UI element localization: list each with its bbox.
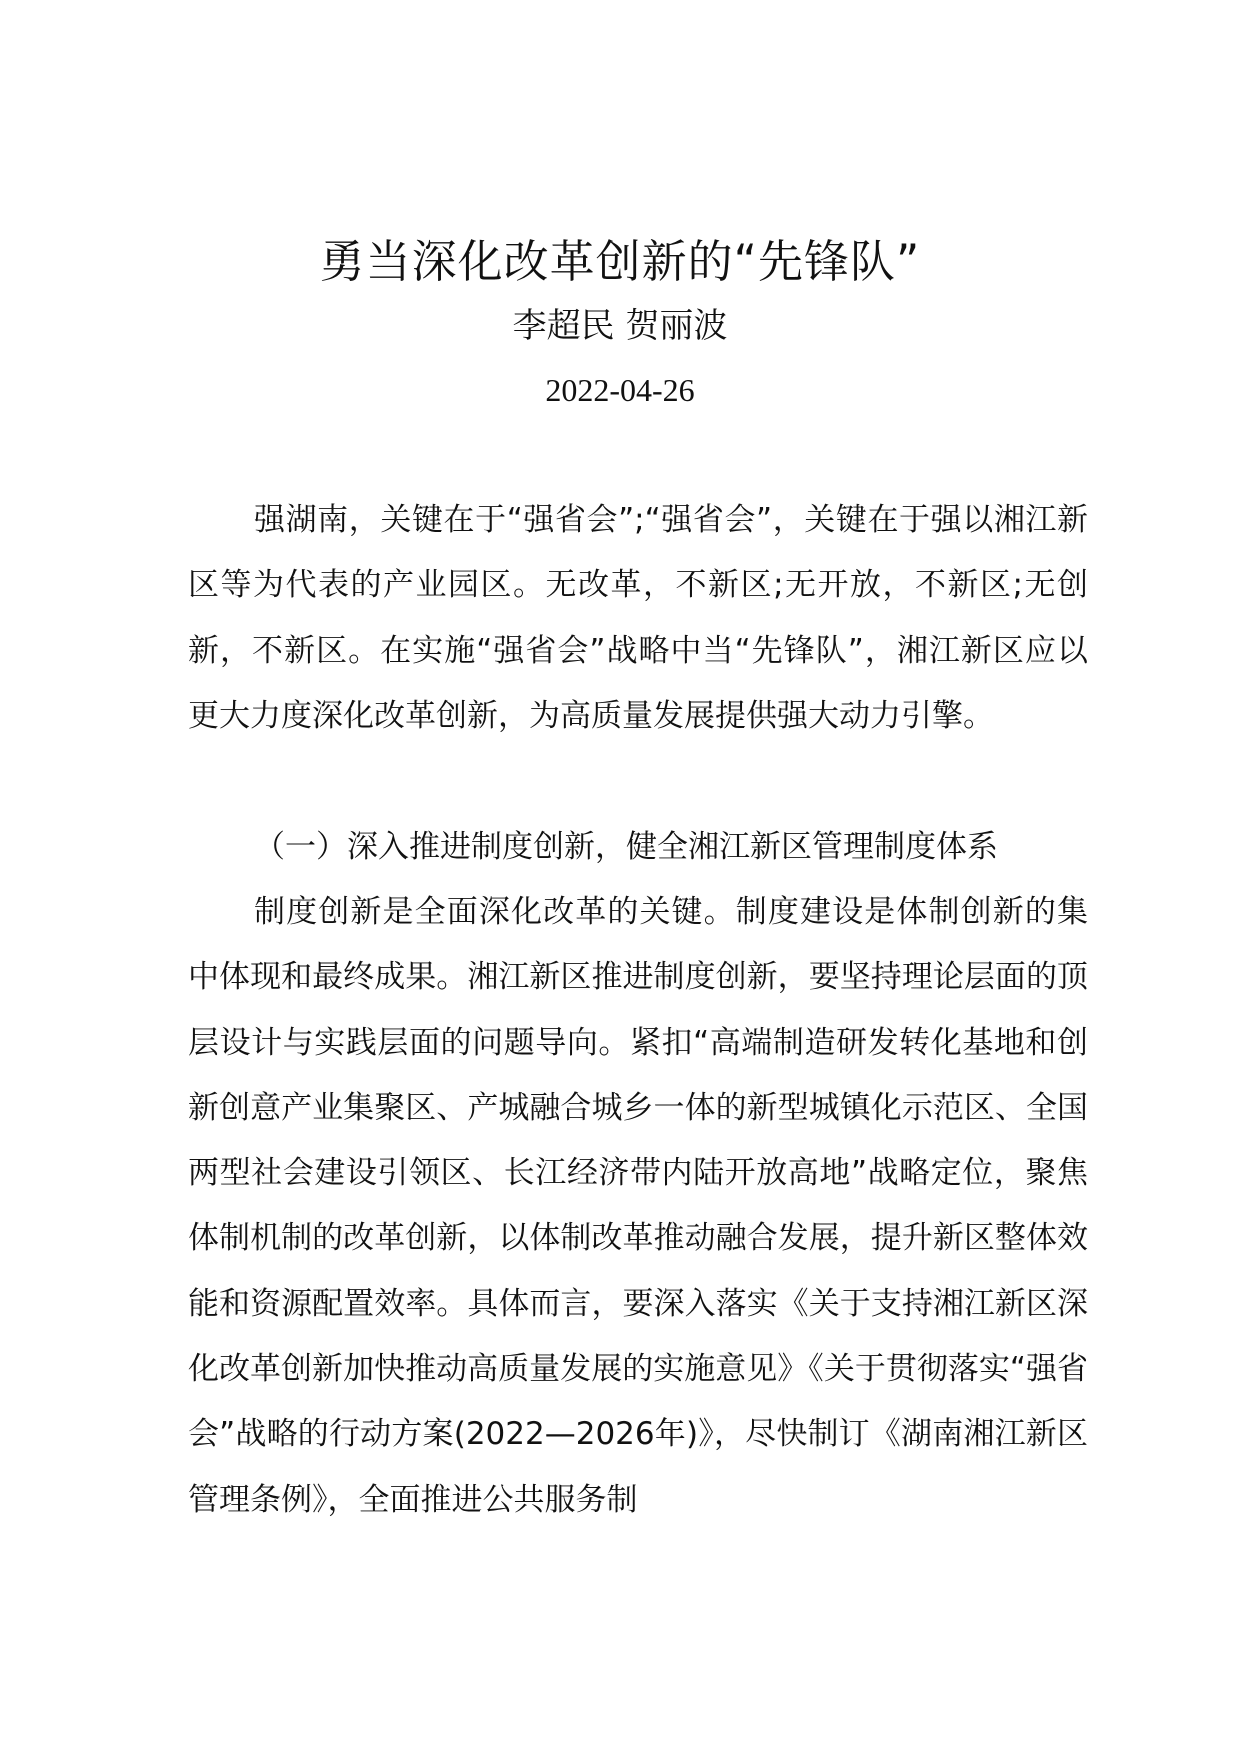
body-paragraph-2: 制度创新是全面深化改革的关键。制度建设是体制创新的集中体现和最终成果。湘江新区推进制度创新，要坚持理论层面的顶层设计与实践层面的问题导向。紧扣“高端制造研发转化基地和创新创意产业集聚区、产城融合城乡一体的新型城镇化示范区、全国两型社会建设引领区、长江经济带内陆开放高地”战略定位，聚焦体制机制的改革创新，以体制改革推动融合发展，提升新区整体效能和资源配置效率。具体而言，要深入落实《关于支持湘江新区深化改革创新加快推动高质量发展的实施意见》《关于贯彻落实“强省会”战略的行动方案(2022—2026年)》，尽快制订《湖南湘江新区管理条例》，全面推进公共服务制 [188,894,1088,1518]
section-heading: （一）深入推进制度创新，健全湘江新区管理制度体系 [254,829,998,865]
article-title: 勇当深化改革创新的“先锋队” [319,235,921,288]
article-date: 2022-04-26 [545,372,695,408]
body-paragraph-1: 强湖南，关键在于“强省会”;“强省会”，关键在于强以湘江新区等为代表的产业园区。无改革，不新区;无开放，不新区;无创新，不新区。在实施“强省会”战略中当“先锋队”，湘江新区应以更大力度深化改革创新，为高质量发展提供强大动力引擎。 [188,502,1088,734]
article-authors: 李超民 贺丽波 [512,306,728,346]
